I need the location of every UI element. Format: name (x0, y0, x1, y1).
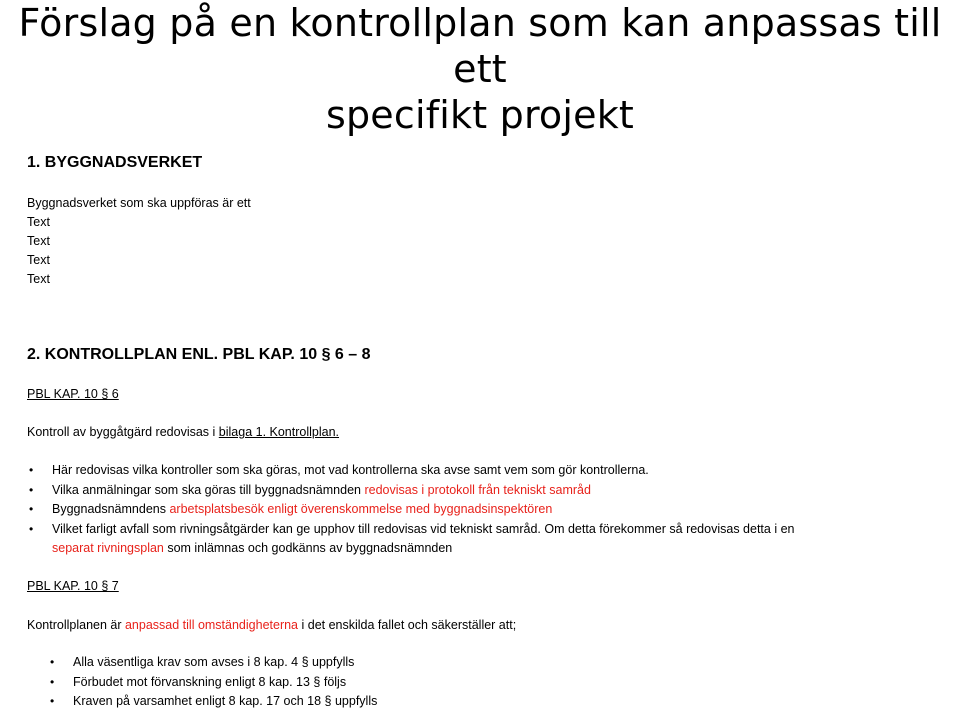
list-item-text: Vilka anmälningar som ska göras till byggnadsnämnden (52, 482, 365, 497)
slide-title-line-2: specifikt projekt (325, 93, 635, 137)
list-item-text-continued: som inlämnas och godkänns av byggnadsnämnden (163, 541, 453, 555)
control-plan-statement (27, 616, 516, 635)
control-plan-highlight: anpassad till omständigheterna (124, 618, 299, 632)
placeholder-text-line: Text (27, 215, 50, 229)
list-item-highlight: redovisas i protokoll från tekniskt samråd (364, 482, 591, 497)
section-1-heading: 1. BYGGNADSVERKET (27, 154, 203, 171)
list-item (27, 673, 937, 693)
control-reference-text (27, 423, 339, 442)
bullet-icon: • (50, 674, 55, 689)
list-item (27, 520, 937, 559)
list-item-text: Byggnadsnämndens (52, 502, 170, 516)
placeholder-text-line: Text (27, 234, 50, 248)
pbl-kap-10-7-subheading: PBL KAP. 10 § 7 (27, 579, 119, 593)
slide-title (0, 0, 960, 138)
placeholder-text-line: Text (27, 272, 50, 286)
slide-title-line-1: Förslag på en kontrollplan som kan anpassas till ett (18, 1, 942, 91)
list-item-text: Förbudet mot förvanskning enligt 8 kap. 13 § följs (73, 674, 347, 689)
list-item-text: Vilket farligt avfall som rivningsåtgärder kan ge upphov till redovisas vid tekniskt samråd. Om detta förekommer så redovisas detta i en (52, 521, 795, 536)
list-item-highlight: arbetsplatsbesök enligt överenskommelse med byggnadsinspektören (169, 502, 553, 516)
list-item (27, 692, 937, 712)
bullet-icon: • (29, 482, 34, 497)
section-1-intro: Byggnadsverket som ska uppföras är ett (27, 196, 251, 210)
control-reference-prefix: Kontroll av byggåtgärd redovisas i (27, 425, 219, 439)
list-item-text: Alla väsentliga krav som avses i 8 kap. 4 § uppfylls (73, 655, 355, 669)
control-bullet-list (27, 461, 937, 559)
list-item (27, 461, 937, 481)
control-plan-suffix: i det enskilda fallet och säkerställer att; (298, 618, 517, 632)
attachment-reference: bilaga 1. Kontrollplan. (218, 425, 340, 439)
list-item (27, 653, 937, 673)
bullet-icon: • (50, 655, 55, 669)
bullet-icon: • (29, 463, 34, 477)
bullet-icon: • (50, 694, 55, 708)
list-item-text: Kraven på varsamhet enligt 8 kap. 17 och 18 § uppfylls (73, 694, 378, 708)
requirements-bullet-list (27, 653, 937, 712)
section-1-body (27, 194, 251, 289)
list-item (27, 500, 937, 520)
control-plan-prefix: Kontrollplanen är (27, 618, 125, 632)
section-2-heading: 2. KONTROLLPLAN ENL. PBL KAP. 10 § 6 – 8 (27, 346, 371, 363)
pbl-kap-10-6-subheading: PBL KAP. 10 § 6 (27, 387, 119, 401)
bullet-icon: • (29, 521, 34, 536)
list-item-text: Här redovisas vilka kontroller som ska göras, mot vad kontrollerna ska avse samt vem som gör kontrollerna. (52, 463, 649, 477)
list-item-highlight: separat rivningsplan (52, 541, 164, 555)
placeholder-text-line: Text (27, 253, 50, 267)
list-item (27, 481, 937, 501)
bullet-icon: • (29, 502, 34, 516)
